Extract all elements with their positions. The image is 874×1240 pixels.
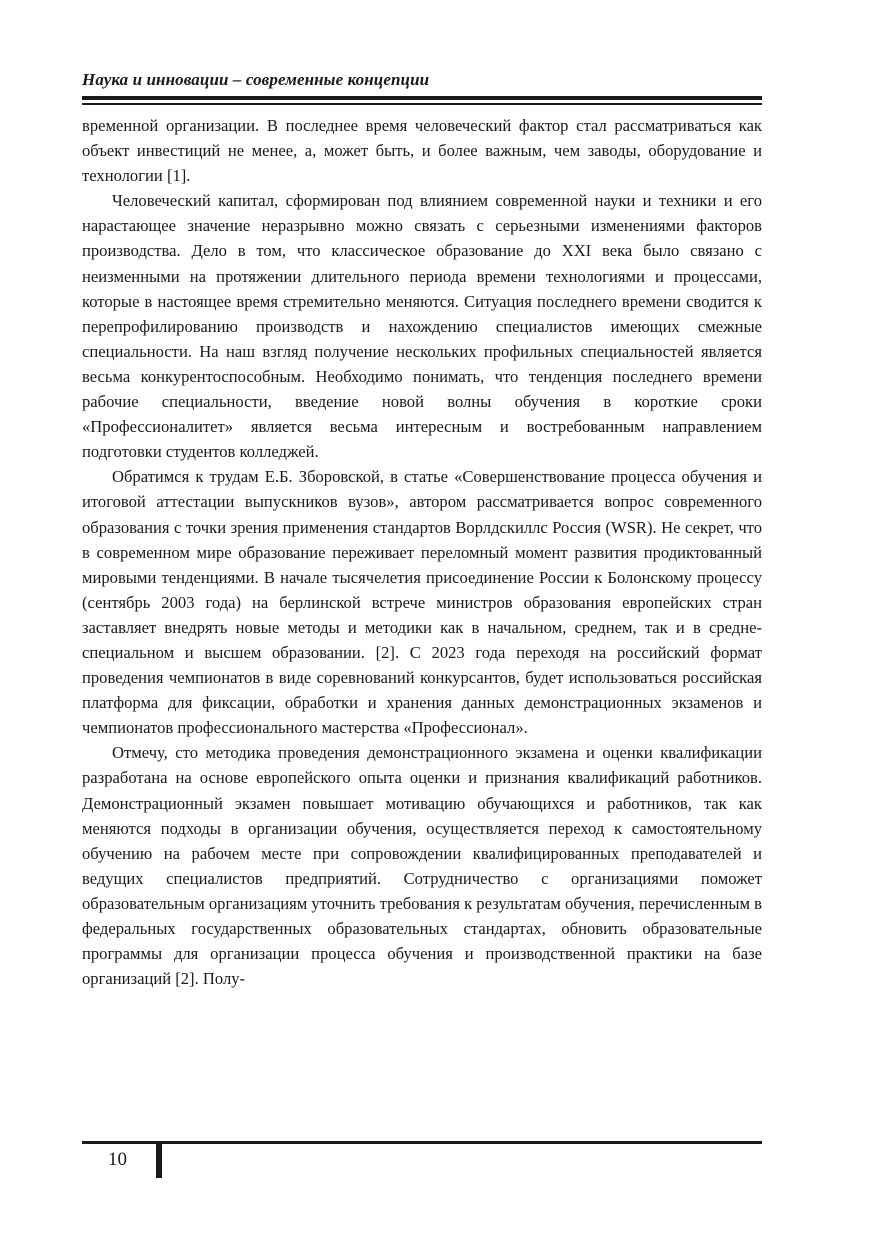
running-header: Наука и инновации – современные концепции (82, 70, 430, 89)
paragraph-3: Обратимся к трудам Е.Б. Зборовской, в статье «Совершенствование процесса обучения и итоговой аттестации выпускников вузов», автором рассматривается вопрос современного образования с точки зрения применения стандартов Ворлдскиллс Россия (WSR). Не секрет, что в современном мире образование переживает переломный момент развития продиктованный мировыми тенденциями. В начале тысячелетия присоединение России к Болонскому процессу (сентябрь 2003 года) на берлинской встрече министров образования европейских стран заставляет внедрять новые методы и методики как в начальном, среднем, так и в средне-специальном и высшем образовании. [2]. С 2023 года переходя на российский формат проведения чемпионатов в виде соревнований конкурсантов, будет использоваться российская платформа для фиксации, обработки и хранения данных демонстрационных экзаменов и чемпионатов профессионального мастерства «Профессионал». (82, 467, 762, 738)
page-number: 10 (108, 1149, 127, 1170)
footer-bar (156, 1141, 162, 1178)
paragraph-2: Человеческий капитал, сформирован под влиянием современной науки и техники и его нарастающее значение неразрывно можно связать с серьезными изменениями факторов производства. Дело в том, что классическое образование до XXI века было связано с неизменными на протяжении длительного периода времени технологиями и процессами, которые в настоящее время стремительно меняются. Ситуация последнего времени сводится к перепрофилированию производств и нахождению специалистов имеющих смежные специальности. На наш взгляд получение нескольких профильных специальностей является весьма конкурентоспособным. Необходимо понимать, что тенденция последнего времени рабочие специальности, введение новой волны обучения в короткие сроки «Профессионалитет» является весьма интересным и востребованным направлением подготовки студентов колледжей. (82, 191, 762, 462)
header-rule-thick (82, 96, 762, 100)
body-text (82, 113, 762, 991)
paragraph-1: временной организации. В последнее время человеческий фактор стал рассматриваться как объект инвестиций не менее, а, может быть, и более важным, чем заводы, оборудование и технологии [1]. (82, 116, 762, 186)
header-rule-thin (82, 103, 762, 105)
footer-rule (82, 1141, 762, 1144)
paragraph-4: Отмечу, сто методика проведения демонстрационного экзамена и оценки квалификации разработана на основе европейского опыта оценки и признания квалификаций работников. Демонстрационный экзамен повышает мотивацию обучающихся и работников, так как меняются подходы в организации обучения, осуществляется переход к самостоятельному обучению на рабочем месте при сопровождении квалифицированных преподавателей и ведущих специалистов предприятий. Сотрудничество с организациями поможет образовательным организациям уточнить требования к результатам обучения, перечисленным в федеральных государственных образовательных стандартах, обновить образовательные программы для организации процесса обучения и производственной практики на базе организаций [2]. Полу- (82, 743, 762, 989)
